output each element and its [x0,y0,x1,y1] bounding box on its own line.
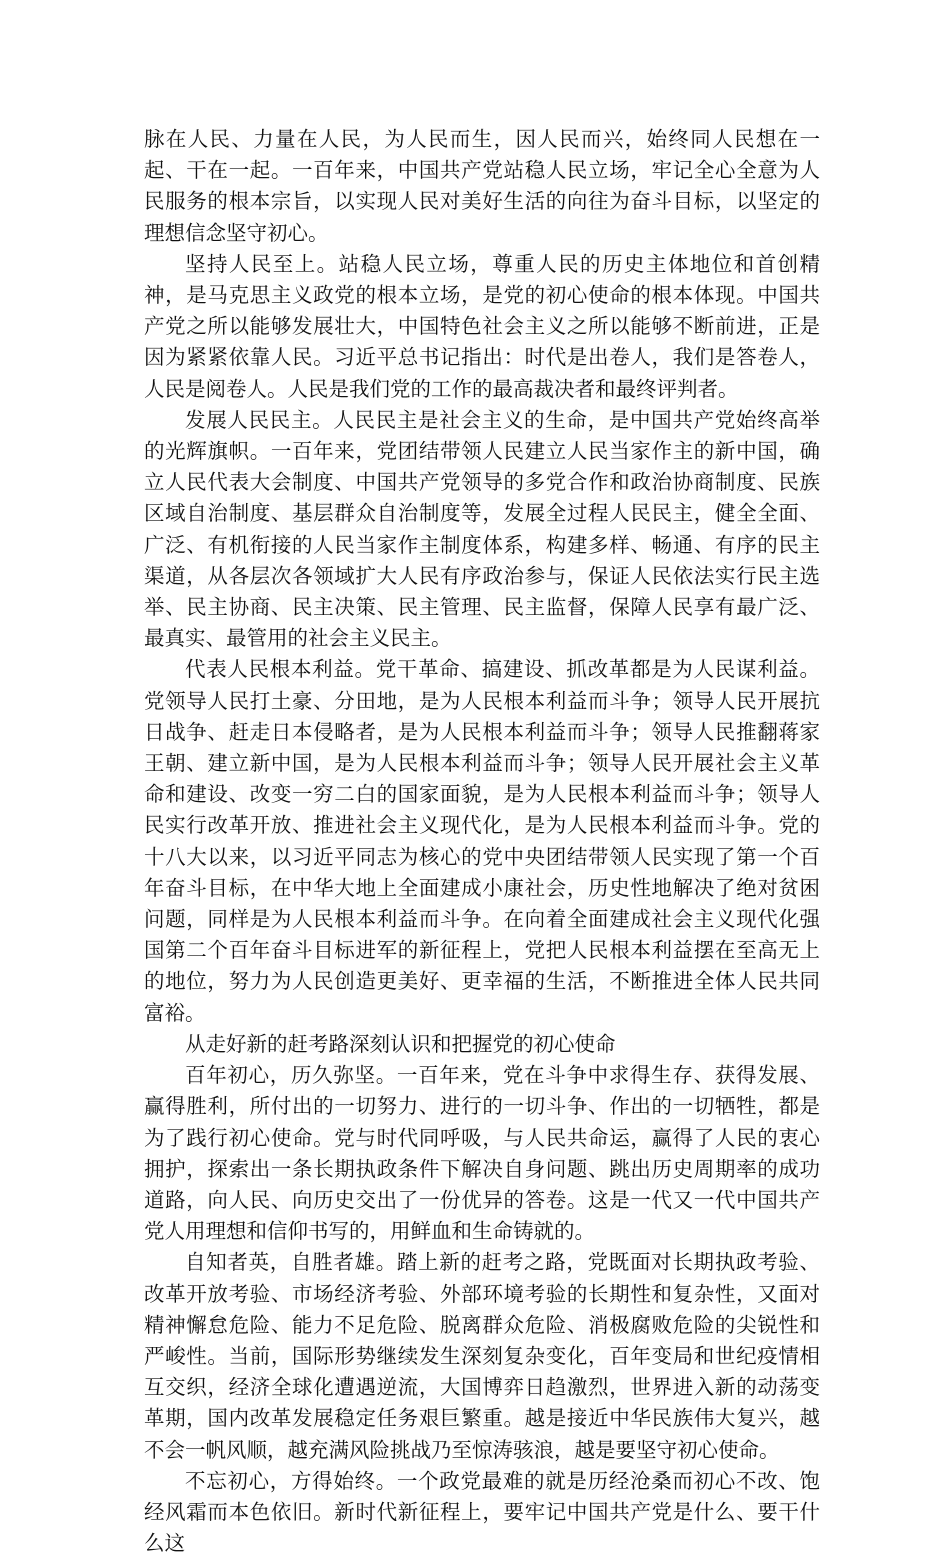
paragraph-people-supreme: 坚持人民至上。站稳人民立场，尊重人民的历史主体地位和首创精神，是马克思主义政党的根本立场，是党的初心使命的根本体现。中国共产党之所以能够发展壮大，中国特色社会主义之所以能够不断前进，正是因为紧紧依靠人民。习近平总书记指出：时代是出卷人，我们是答卷人，人民是阅卷人。人民是我们党的工作的最高裁决者和最终评判者。 [144,251,820,401]
paragraph-peoples-democracy: 发展人民民主。人民民主是社会主义的生命，是中国共产党始终高举的光辉旗帜。一百年来，党团结带领人民建立人民当家作主的新中国，确立人民代表大会制度、中国共产党领导的多党合作和政治协商制度、民族区域自治制度、基层群众自治制度等，发展全过程人民民主，健全全面、广泛、有机衔接的人民当家作主制度体系，构建多样、畅通、有序的民主渠道，从各层次各领域扩大人民有序政治参与，保证人民依法实行民主选举、民主协商、民主决策、民主管理、民主监督，保障人民享有最广泛、最真实、最管用的社会主义民主。 [144,407,820,651]
paragraph-never-forget: 不忘初心，方得始终。一个政党最难的就是历经沧桑而初心不改、饱经风霜而本色依旧。新时代新征程上，要牢记中国共产党是什么、要干什么这 [144,1468,820,1556]
paragraph-self-knowledge: 自知者英，自胜者雄。踏上新的赶考之路，党既面对长期执政考验、改革开放考验、市场经济考验、外部环境考验的长期性和复杂性，又面对精神懈怠危险、能力不足危险、脱离群众危险、消极腐败危险的尖锐性和严峻性。当前，国际形势继续发生深刻复杂变化，百年变局和世纪疫情相互交织，经济全球化遭遇逆流，大国博弈日趋激烈，世界进入新的动荡变革期，国内改革发展稳定任务艰巨繁重。越是接近中华民族伟大复兴，越不会一帆风顺，越充满风险挑战乃至惊涛骇浪，越是要坚守初心使命。 [144,1250,820,1462]
paragraph-fundamental-interests: 代表人民根本利益。党干革命、搞建设、抓改革都是为人民谋利益。党领导人民打土豪、分田地，是为人民根本利益而斗争；领导人民开展抗日战争、赶走日本侵略者，是为人民根本利益而斗争；领导人民推翻蒋家王朝、建立新中国，是为人民根本利益而斗争；领导人民开展社会主义革命和建设、改变一穷二白的国家面貌，是为人民根本利益而斗争；领导人民实行改革开放、推进社会主义现代化，是为人民根本利益而斗争。党的十八大以来，以习近平同志为核心的党中央团结带领人民实现了第一个百年奋斗目标，在中华大地上全面建成小康社会，历史性地解决了绝对贫困问题，同样是为人民根本利益而斗争。在向着全面建成社会主义现代化强国第二个百年奋斗目标进军的新征程上，党把人民根本利益摆在至高无上的地位，努力为人民创造更美好、更幸福的生活，不断推进全体人民共同富裕。 [144,657,820,1025]
paragraph-century-mission: 百年初心，历久弥坚。一百年来，党在斗争中求得生存、获得发展、赢得胜利，所付出的一切努力、进行的一切斗争、作出的一切牺牲，都是为了践行初心使命。党与时代同呼吸，与人民共命运，赢得了人民的衷心拥护，探索出一条长期执政条件下解决自身问题、跳出历史周期率的成功道路，向人民、向历史交出了一份优异的答卷。这是一代又一代中国共产党人用理想和信仰书写的，用鲜血和生命铸就的。 [144,1063,820,1244]
section-heading: 从走好新的赶考路深刻认识和把握党的初心使命 [185,1031,616,1056]
paragraph-continued: 脉在人民、力量在人民，为人民而生，因人民而兴，始终同人民想在一起、干在一起。一百年来，中国共产党站稳人民立场，牢记全心全意为人民服务的根本宗旨，以实现人民对美好生活的向往为奋斗目标，以坚定的理想信念坚守初心。 [144,127,820,245]
